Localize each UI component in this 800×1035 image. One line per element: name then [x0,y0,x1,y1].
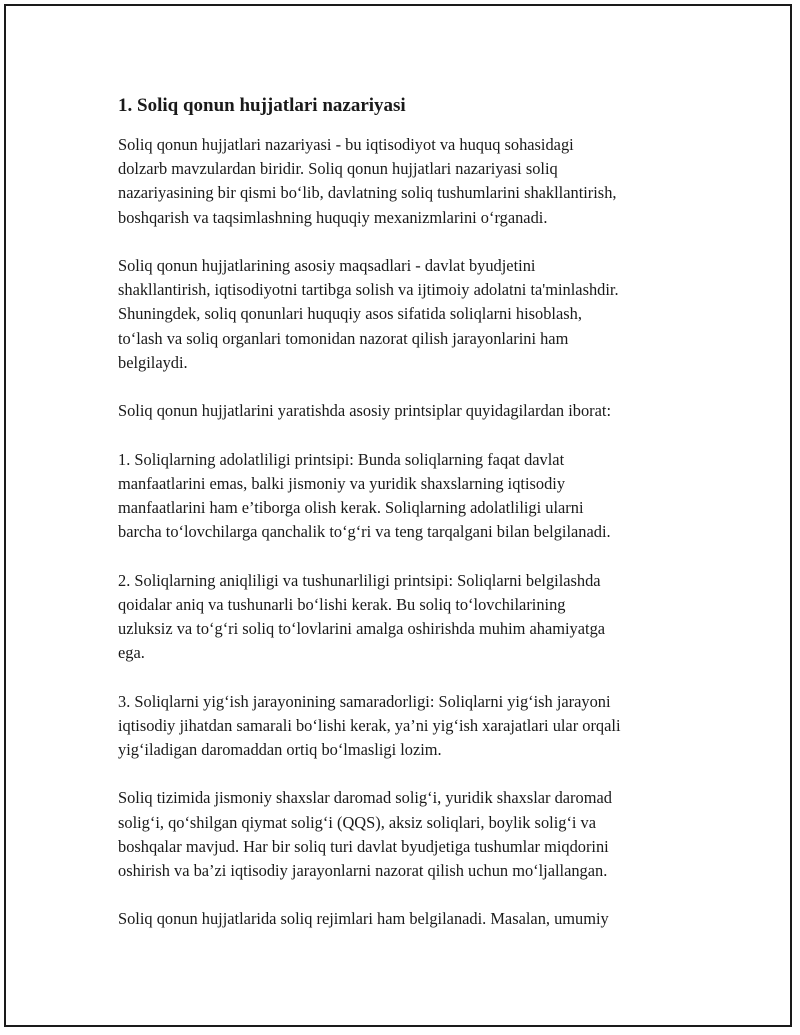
text-line: 1. Soliqlarning adolatliligi printsipi: Bunda soliqlarning faqat davlat [118,449,565,469]
text-line: nazariyasining bir qismi bo‘lib, davlatning soliq tushumlarini shakllantirish, [118,183,617,203]
text-line: 3. Soliqlarni yig‘ish jarayonining samaradorligi: Soliqlarni yig‘ish jarayoni [118,691,611,711]
text-line: qoidalar aniq va tushunarli bo‘lishi kerak. Bu soliq to‘lovchilarining [118,594,566,614]
text-line: dolzarb mavzulardan biridir. Soliq qonun hujjatlari nazariyasi soliq [118,159,558,179]
paragraph-list [118,133,698,932]
text-line: 2. Soliqlarning aniqliligi va tushunarliligi printsipi: Soliqlarni belgilashda [118,570,601,590]
paragraph [118,690,698,763]
text-line: Soliq tizimida jismoniy shaxslar daromad solig‘i, yuridik shaxslar daromad [118,788,612,808]
text-line: Soliq qonun hujjatlari nazariyasi - bu iqtisodiyot va huquq sohasidagi [118,135,574,154]
paragraph [118,786,698,883]
text-line: to‘lash va soliq organlari tomonidan nazorat qilish jarayonlarini ham [118,328,569,348]
text-line: ega. [118,643,145,663]
document-body [118,93,698,956]
paragraph [118,907,698,931]
text-line: iqtisodiy jihatdan samarali bo‘lishi kerak, ya’ni yig‘ish xarajatlari ular orqali [118,715,621,735]
text-line: oshirish va ba’zi iqtisodiy jarayonlarni nazorat qilish uchun mo‘ljallangan. [118,861,608,880]
text-line: Shuningdek, soliq qonunlari huquqiy asos sifatida soliqlarni hisoblash, [118,304,582,324]
paragraph [118,254,698,375]
paragraph [118,133,698,230]
text-line: uzluksiz va to‘g‘ri soliq to‘lovlarini amalga oshirishda muhim ahamiyatga [118,619,606,638]
text-line: manfaatlarini emas, balki jismoniy va yuridik shaxslarning iqtisodiy [118,473,566,493]
text-line: manfaatlarini ham e’tiborga olish kerak. Soliqlarning adolatliligi ularni [118,498,584,517]
section-heading: 1. Soliq qonun hujjatlari nazariyasi [118,95,406,116]
text-line: boshqalar mavjud. Har bir soliq turi davlat byudjetiga tushumlar miqdorini [118,836,609,856]
text-line: barcha to‘lovchilarga qanchalik to‘g‘ri va teng tarqalgani bilan belgilanadi. [118,522,611,542]
text-line: solig‘i, qo‘shilgan qiymat solig‘i (QQS), aksiz soliqlari, boylik solig‘i va [118,812,597,832]
text-line: shakllantirish, iqtisodiyotni tartibga solish va ijtimoiy adolatni ta'minlashdir. [118,280,619,300]
text-line: Soliq qonun hujjatlarining asosiy maqsadlari - davlat byudjetini [118,256,536,275]
paragraph [118,399,698,423]
text-line: yig‘iladigan daromaddan ortiq bo‘lmasligi lozim. [118,740,442,759]
text-line: boshqarish va taqsimlashning huquqiy mexanizmlarini o‘rganadi. [118,207,548,227]
text-line: belgilaydi. [118,352,188,372]
paragraph [118,448,698,545]
text-line: Soliq qonun hujjatlarini yaratishda asosiy printsiplar quyidagilardan iborat: [118,401,611,421]
text-line: Soliq qonun hujjatlarida soliq rejimlari ham belgilanadi. Masalan, umumiy [118,909,609,929]
paragraph [118,569,698,666]
